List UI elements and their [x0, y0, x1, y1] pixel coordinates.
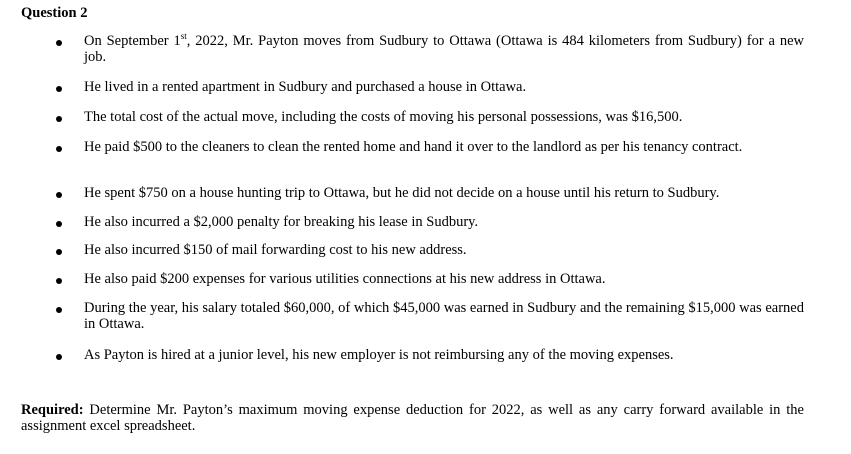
- item-text-part: , 2022, Mr. Payton moves from Sudbury to Ottawa (Ottawa is 484 kilometers from Sudbury) for a new job.: [84, 33, 804, 65]
- question-title: Question 2: [21, 5, 88, 21]
- bullet-icon: [56, 86, 62, 92]
- bullet-icon: [56, 307, 62, 313]
- list-item: He paid $500 to the cleaners to clean the rented home and hand it over to the landlord as per his tenancy contract.: [84, 139, 743, 155]
- list-item: [84, 33, 804, 65]
- bullet-icon: [56, 146, 62, 152]
- bullet-icon: [56, 249, 62, 255]
- bullet-icon: [56, 354, 62, 360]
- required-paragraph: [21, 402, 804, 434]
- list-item: He also paid $200 expenses for various utilities connections at his new address in Ottawa.: [84, 271, 606, 287]
- list-item: He also incurred a $2,000 penalty for breaking his lease in Sudbury.: [84, 214, 479, 230]
- list-item: The total cost of the actual move, including the costs of moving his personal possessions, was $16,500.: [84, 109, 683, 125]
- required-label: Required:: [21, 402, 84, 418]
- ordinal-suffix: st: [180, 31, 187, 42]
- bullet-icon: [56, 221, 62, 227]
- list-item: He spent $750 on a house hunting trip to Ottawa, but he did not decide on a house until his return to Sudbury.: [84, 185, 720, 201]
- bullet-icon: [56, 40, 62, 46]
- bullet-icon: [56, 192, 62, 198]
- list-item: He lived in a rented apartment in Sudbury and purchased a house in Ottawa.: [84, 79, 527, 95]
- bullet-icon: [56, 278, 62, 284]
- required-text: Determine Mr. Payton’s maximum moving expense deduction for 2022, as well as any carry forward available in the assignment excel spreadsheet.: [21, 402, 804, 434]
- list-item: During the year, his salary totaled $60,000, of which $45,000 was earned in Sudbury and the remaining $15,000 was earned in Ottawa.: [84, 300, 804, 332]
- bullet-icon: [56, 116, 62, 122]
- list-item: He also incurred $150 of mail forwarding cost to his new address.: [84, 242, 467, 258]
- list-item: As Payton is hired at a junior level, his new employer is not reimbursing any of the moving expenses.: [84, 347, 674, 363]
- item-text-part: On September 1: [84, 33, 181, 49]
